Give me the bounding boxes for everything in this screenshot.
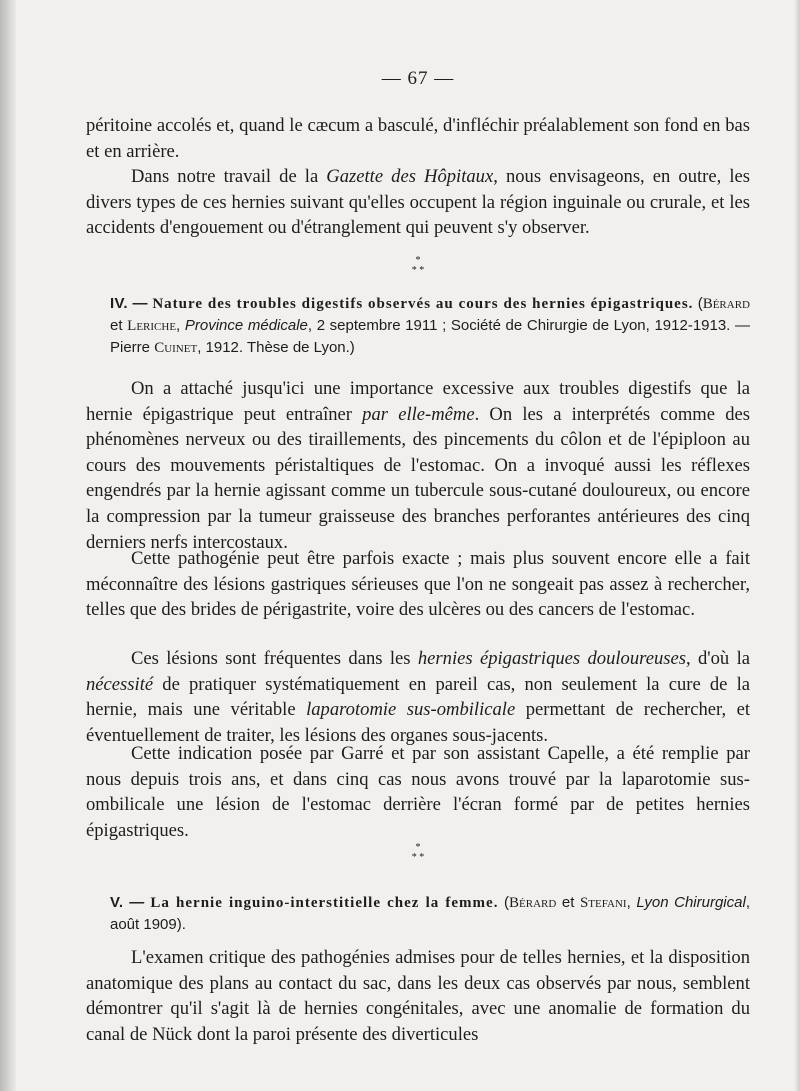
section-heading-iv: IV. — Nature des troubles digestifs observés au cours des hernies épigastriques. (Bérard et Leriche, Province médicale, 2 septembre 1911 ; Société de Chirurgie de Lyon, 1912-1913. — Pierre Cuinet, 1912. Thèse de Lyon.)	[110, 295, 750, 356]
paragraph-continuation: péritoine accolés et, quand le cæcum a basculé, d'infléchir préalablement son fond en bas et en arrière.	[86, 115, 750, 162]
paragraph-lesions: Ces lésions sont fréquentes dans les hernies épigastriques douloureuses, d'où la nécessité de pratiquer systématiquement en pareil cas, non seulement la cure de la hernie, mais une véritable laparotomie sus-ombilicale permettant de rechercher, et éventuellement de traiter, les lésions des organes sous-jacents.	[86, 648, 751, 746]
scan-edge-left	[0, 0, 16, 1091]
paragraph-gazette: Dans notre travail de la Gazette des Hôpitaux, nous envisageons, en outre, les divers types de ces hernies suivant qu'elles occupent la région inguinale ou crurale, et les accidents d'engouement ou d'étranglement qui peuvent s'y observer.	[86, 166, 750, 239]
asterism-separator-2: * * *	[411, 842, 425, 863]
asterism-separator: * * *	[411, 255, 425, 276]
section-heading-v: V. — La hernie inguino-interstitielle chez la femme. (Bérard et Stefani, Lyon Chirurgical, août 1909).	[110, 894, 750, 933]
paragraph-pathogenie: Cette pathogénie peut être parfois exacte ; mais plus souvent encore elle a fait méconnaître des lésions gastriques sérieuses que l'on ne songeait pas assez à rechercher, telles que des brides de périgastrite, voire des ulcères ou des cancers de l'estomac.	[86, 548, 750, 621]
paragraph-indication: Cette indication posée par Garré et par son assistant Capelle, a été remplie par nous depuis trois ans, et dans cinq cas nous avons trouvé par la laparotomie sus-ombilicale une lésion de l'estomac derrière l'écran formé par de petites hernies épigastriques.	[86, 743, 750, 841]
page-number: — 67 —	[381, 68, 455, 89]
book-page	[86, 0, 750, 1091]
paragraph-examen-critique: L'examen critique des pathogénies admises pour de telles hernies, et la disposition anatomique des plans au contact du sac, dans les deux cas observés par nous, semblent démontrer qu'il s'agit là de hernies congénitales, avec une anomalie de formation du canal de Nück dont la paroi présente des diverticules	[86, 947, 750, 1045]
paragraph-troubles-digestifs: On a attaché jusqu'ici une importance excessive aux troubles digestifs que la hernie épigastrique peut entraîner par elle-même. On les a interprétés comme des phénomènes nerveux ou des tiraillements, des pincements du côlon et de l'épiploon au cours des mouvements péristaltiques de l'estomac. On a invoqué aussi les réflexes engendrés par la hernie agissant comme un tubercule sous-cutané douloureux, ou encore la compression par la tumeur graisseuse des branches perforantes antérieures des cinq derniers nerfs intercostaux.	[86, 378, 750, 553]
scan-edge-right	[794, 0, 800, 1091]
journal-title: Gazette des Hôpitaux	[326, 166, 494, 187]
